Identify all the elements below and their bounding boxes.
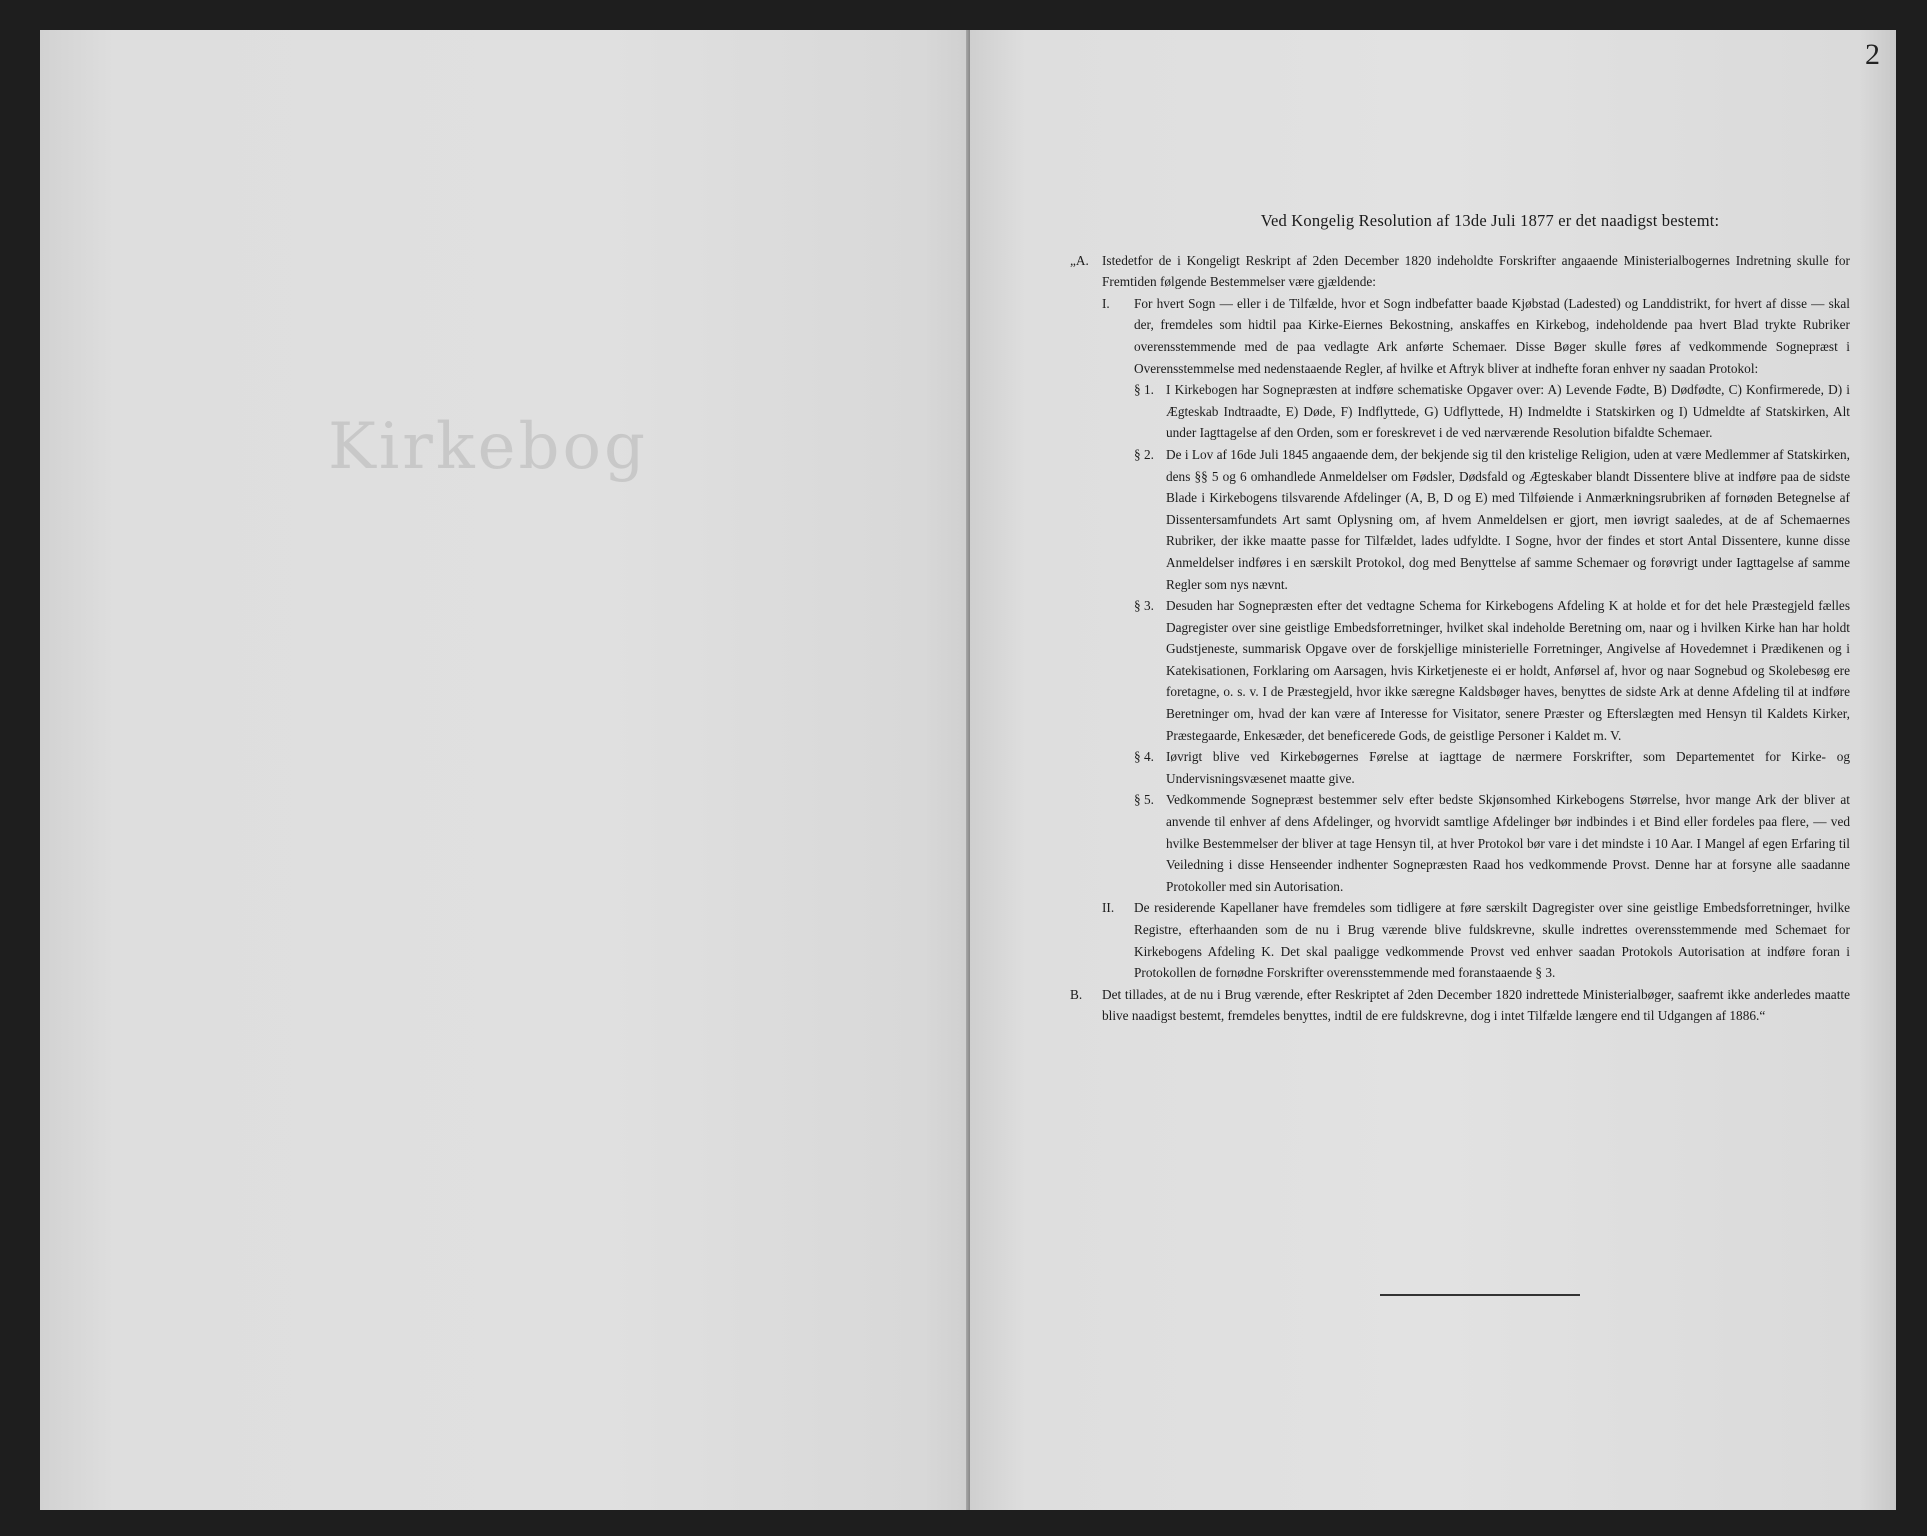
section-text: Desuden har Sognepræsten efter det vedtagne Schema for Kirkebogens Afdeling K at holde et for det hele Præstegjeld fælles Dagregister over sine geistlige Embedsforretninger, hvilket skal indeholde Beretning om, naar og i hvilken Kirke han har holdt Gudstjeneste, summarisk Opgave over de forskjellige ministerielle Forretninger, Angivelse af Hovedemnet i Prædikenen og i Katekisationen, Forklaring om Aarsagen, hvis Kirketjeneste ei er holdt, Anførsel af, hvor og naar Sognebud og Skolebesøg ere foretagne, o. s. v. I de Præstegjeld, hvor ikke særegne Kaldsbøger haves, benyttes de sidste Ark at denne Afdeling til at indføre Beretninger om, hvad der kan være af Interesse for Visitator, senere Præster og Efterslægten med Hensyn til Kaldets Kirker, Præstegaarde, Enkesæder, det beneficerede Gods, de geistlige Personer i Kaldet m. V. xyxy=(1166,598,1850,743)
resolution-heading: Ved Kongelig Resolution af 13de Juli 1877 er det naadigst bestemt: xyxy=(1260,211,1720,230)
section-3 xyxy=(1134,595,1850,746)
section-1 xyxy=(1134,379,1850,444)
section-marker: § 5. xyxy=(1134,792,1154,808)
right-page xyxy=(970,30,1896,1510)
closing-rule xyxy=(1380,1294,1580,1296)
paragraph-text: De residerende Kapellaner have fremdeles som tidligere at føre særskilt Dagregister over sine geistlige Embedsforretninger, hvilke Registre, efterhaanden som de nu i Brug værende blive fuldskrevne, skulle indrettes overensstemmende med Schemaet for Kirkebogens Afdeling K. Det skal paaligge vedkommende Provst ved enhver saadan Protokols Autorisation at indføre foran i Protokollen de fornødne Forskrifter overensstemmende med foranstaaende § 3. xyxy=(1134,900,1850,981)
section-2 xyxy=(1134,444,1850,595)
section-text: Vedkommende Sognepræst bestemmer selv efter bedste Skjønsomhed Kirkebogens Størrelse, hvor mange Ark der bliver at anvende til enhver af dens Afdelinger, og hvorvidt samtlige Afdelinger bør indbindes i et Bind eller fordeles paa flere, — ved hvilke Bestemmelser der bliver at tage Hensyn til, at hver Protokol bør vare i det mindste i 10 Aar. I Mangel af egen Erfaring til Veiledning i disse Henseender indhenter Sognepræsten Raad hos vedkommende Provst. Denne har at forsyne alle saadanne Protokoller med sin Autorisation. xyxy=(1166,792,1850,894)
paragraph-marker: „A. xyxy=(1070,252,1089,268)
section-marker: § 4. xyxy=(1134,749,1154,765)
section-text: Iøvrigt blive ved Kirkebøgernes Førelse at iagttage de nærmere Forskrifter, som Departementet for Kirke- og Undervisningsvæsenet maatte give. xyxy=(1166,749,1850,786)
section-text: De i Lov af 16de Juli 1845 angaaende dem, der bekjende sig til den kristelige Religion, uden at være Medlemmer af Statskirken, dens §§ 5 og 6 omhandlede Anmeldelser om Fødsler, Dødsfald og Ægteskaber blandt Dissentere blive at indføre paa de sidste Blade i Kirkebogens tilsvarende Afdelinger (A, B, D og E) med Tilføiende i Anmærkningsrubriken af fornøden Betegnelse af Dissentersamfundets Art samt Oplysning om, af hvem Anmeldelsen er gjort, men iøvrigt saaledes, at de af Schemaernes Rubriker, der ikke maatte passe for Tilfældet, lades udfyldte. I Sogne, hvor der findes et stort Antal Dissentere, kunne disse Anmeldelser indføres i en særskilt Protokol, dog med Benyttelse af samme Schemaer og forøvrigt under Iagttagelse af samme Regler som nys nævnt. xyxy=(1166,446,1850,592)
paragraph-marker: II. xyxy=(1102,900,1115,916)
section-marker: § 2. xyxy=(1134,446,1154,462)
paragraph-text: Det tillades, at de nu i Brug værende, efter Reskriptet af 2den December 1820 indrettede Ministerialbøger, saafremt ikke anderledes maatte blive naadigst bestemt, fremdeles benyttes, indtil de ere fuldskrevne, dog i intet Tilfælde længere end til Udgangen af 1886.“ xyxy=(1102,986,1850,1024)
paragraph-marker: B. xyxy=(1070,986,1083,1002)
left-page xyxy=(40,30,971,1510)
bleed-through-title: Kirkebog xyxy=(328,410,648,484)
section-4 xyxy=(1134,746,1850,789)
paragraph-text: Istedetfor de i Kongeligt Reskript af 2den December 1820 indeholdte Forskrifter angaaende Ministerialbogernes Indretning skulle for Fremtiden følgende Bestemmelser være gjældende: xyxy=(1102,252,1850,290)
paragraph-i xyxy=(1102,293,1850,379)
paragraph-ii xyxy=(1102,897,1850,983)
paragraph-marker: I. xyxy=(1102,295,1110,311)
section-5 xyxy=(1134,789,1850,897)
resolution-text xyxy=(1070,210,1850,1027)
paragraph-text: For hvert Sogn — eller i de Tilfælde, hvor et Sogn indbefatter baade Kjøbstad (Ladested) og Landdistrikt, for hvert af disse — skal der, fremdeles som hidtil paa Kirke-Eiernes Bekostning, anskaffes en Kirkebog, indeholdende paa hvert Blad trykte Rubriker overensstemmende med de paa vedlagte Ark anførte Schemaer. Disse Bøger skulle føres af vedkommende Sognepræst i Overensstemmelse med nedenstaaende Regler, af hvilke et Aftryk bliver at indhefte foran enhver ny saadan Protokol: xyxy=(1134,295,1850,376)
section-marker: § 1. xyxy=(1134,382,1154,398)
page-number: 2 xyxy=(1865,38,1880,71)
paragraph-b xyxy=(1070,984,1850,1027)
section-text: I Kirkebogen har Sognepræsten at indføre schematiske Opgaver over: A) Levende Fødte, B) Dødfødte, C) Konfirmerede, D) i Ægteskab Indtraadte, E) Døde, F) Indflyttede, G) Udflyttede, H) Indmeldte i Statskirken og I) Udmeldte af Statskirken, Alt under Iagttagelse af den Orden, som er foreskrevet i de ved nærværende Resolution bifaldte Schemaer. xyxy=(1166,382,1850,441)
paragraph-a xyxy=(1070,250,1850,293)
section-marker: § 3. xyxy=(1134,598,1154,614)
